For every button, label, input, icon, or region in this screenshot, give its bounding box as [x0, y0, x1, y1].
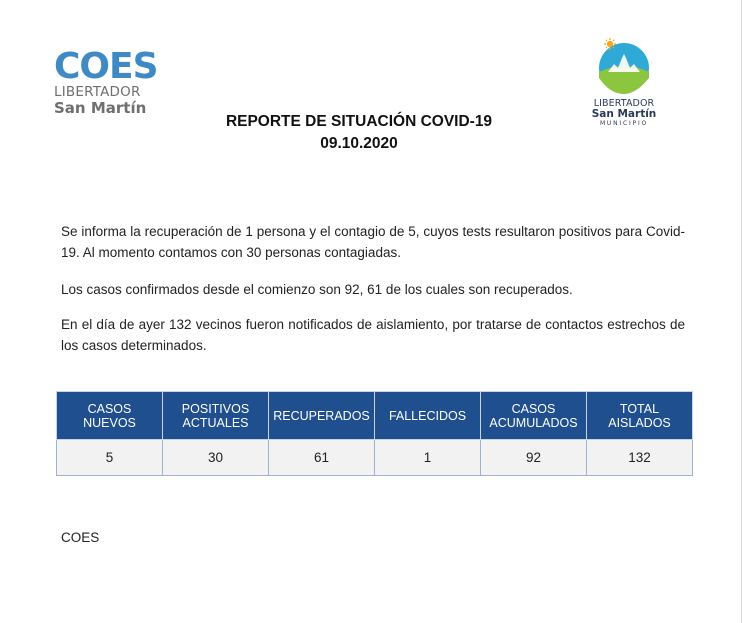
coes-logo-word: COES: [54, 46, 158, 87]
stats-header-row: [57, 392, 693, 440]
value-casos-acumulados: 92: [481, 440, 587, 476]
signature: COES: [61, 530, 100, 545]
value-positivos-actuales: 30: [163, 440, 269, 476]
stats-table: [56, 391, 693, 476]
paragraph-recovery: Se informa la recuperación de 1 persona y el contagio de 5, cuyos tests resultaron positivos para Covid-19. Al momento contamos con 30 personas contagiadas.: [61, 224, 685, 260]
report-date: 09.10.2020: [320, 135, 398, 152]
value-fallecidos: 1: [375, 440, 481, 476]
header-recuperados: RECUPERADOS: [269, 392, 375, 440]
header-positivos-actuales: POSITIVOS ACTUALES: [163, 392, 269, 440]
header-casos-acumulados: CASOS ACUMULADOS: [481, 392, 587, 440]
coes-logo-line1: LIBERTADOR: [54, 84, 141, 100]
header-total-aislados: TOTAL AISLADOS: [587, 392, 693, 440]
value-total-aislados: 132: [587, 440, 693, 476]
stats-value-row: [57, 440, 693, 476]
coes-logo-line2: San Martín: [54, 99, 147, 117]
municipio-logo-line2: San Martín: [591, 108, 657, 120]
header-casos-nuevos: CASOS NUEVOS: [57, 392, 163, 440]
municipio-logo-line1: LIBERTADOR: [593, 98, 655, 109]
header-fallecidos: FALLECIDOS: [375, 392, 481, 440]
paragraph-confirmed: Los casos confirmados desde el comienzo son 92, 61 de los cuales son recuperados.: [61, 282, 573, 297]
municipio-emblem-icon: [596, 38, 652, 96]
coes-logo: [54, 46, 164, 117]
value-casos-nuevos: 5: [57, 440, 163, 476]
value-recuperados: 61: [269, 440, 375, 476]
paragraph-isolation: En el día de ayer 132 vecinos fueron notificados de aislamiento, por tratarse de contactos estrechos de los casos determinados.: [61, 317, 685, 353]
municipio-logo-line3: MUNICIPIO: [599, 120, 649, 127]
report-title: REPORTE DE SITUACIÓN COVID-19: [225, 113, 493, 130]
